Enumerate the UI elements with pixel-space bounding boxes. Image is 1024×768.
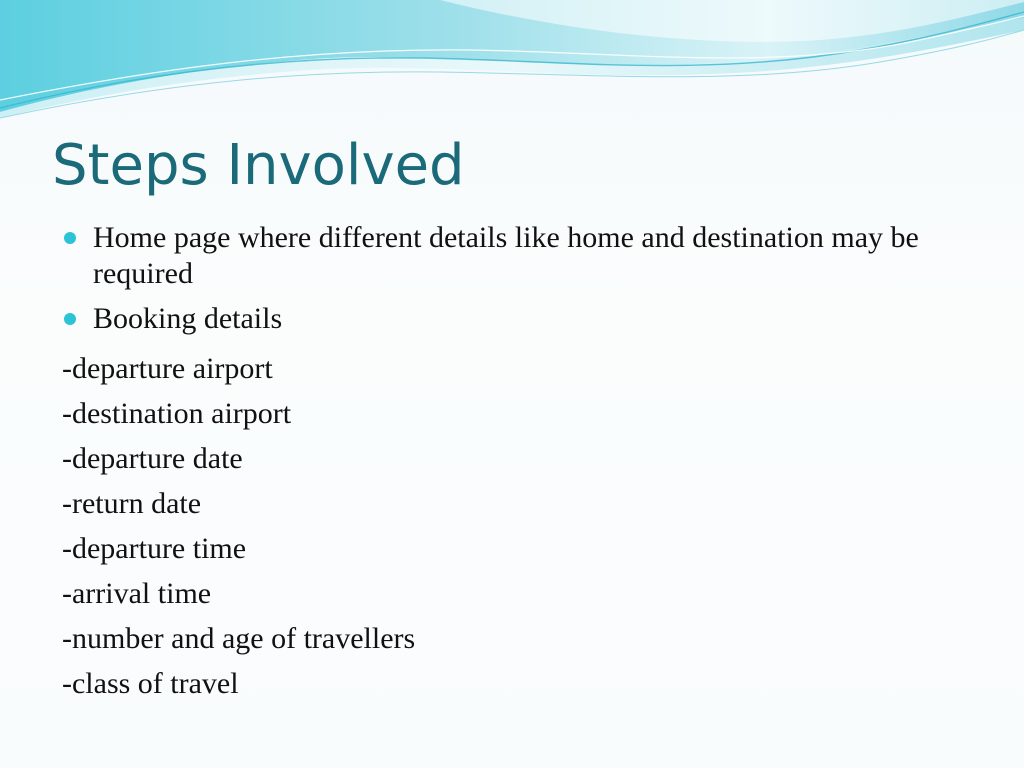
list-item-travellers: -number and age of travellers [62, 622, 416, 655]
list-item-arrival-time: -arrival time [62, 577, 212, 610]
list-item-departure-date: -departure date [62, 442, 243, 475]
slide-body [62, 220, 962, 706]
list-item-departure-time: -departure time [62, 532, 247, 565]
list-item-return-date: -return date [62, 487, 202, 520]
slide-title: Steps Involved [52, 133, 465, 198]
list-item-departure-airport: -departure airport [62, 352, 273, 385]
bullet-dot-icon [64, 313, 76, 325]
bullet-item-booking-details [62, 301, 962, 337]
wave-header-decoration [0, 0, 1024, 130]
list-item-destination-airport: -destination airport [62, 397, 292, 430]
list-item-class-of-travel: -class of travel [62, 667, 239, 700]
booking-details-list [62, 346, 962, 706]
bullet-text: Booking details [93, 302, 283, 335]
bullet-text: Home page where different details like home and destination may be required [93, 221, 919, 290]
bullet-item-home-page [62, 220, 962, 292]
bullet-dot-icon [64, 232, 76, 244]
